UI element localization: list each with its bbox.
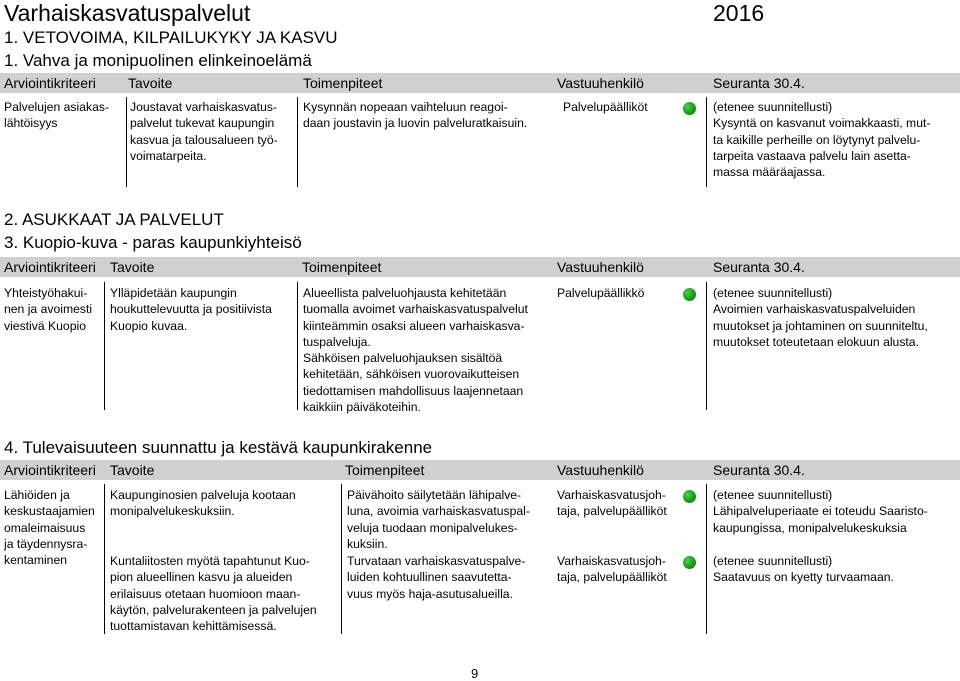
page-number: 9 [471,666,479,681]
status-light-green-icon [683,490,696,503]
column-divider [706,282,707,410]
table2-criterion: Yhteistyöhakui- nen ja avoimesti viestivä Kuopio [4,286,93,333]
status-light-green-icon [683,288,696,301]
col-followup: Seuranta 30.4. [713,75,805,91]
column-divider [297,282,298,410]
column-divider [706,484,707,634]
col-goal: Tavoite [110,462,155,478]
col-actions: Toimenpiteet [303,75,383,91]
table1-followup: (etenee suunnitellusti) Kysyntä on kasvanut voimakkaasti, mut- ta kaikille perheille on löytynyt palvelu- tarpeita vastaava palvelu lain asetta- massa määräajassa. [713,100,931,180]
table-header-3 [0,460,960,480]
col-criterion: Arviointikriteeri [4,462,96,478]
section-subheading-1: 1. Vahva ja monipuolinen elinkeinoelämä [4,51,312,70]
column-divider [341,484,342,634]
table3-row1-actions: Päivähoito säilytetään lähipalve- luna, avoimia varhaiskasvatuspal- veluja tuodaan monipalvelukes- kuksiin. [347,488,530,551]
table3-row2-actions: Turvataan varhaiskasvatuspalve- luiden kohtuullinen saavutetta- vuus myös haja-asutusalueilla. [347,554,526,601]
col-responsible: Vastuuhenkilö [557,75,644,91]
table2-followup: (etenee suunnitellusti) Avoimien varhaiskasvatuspalveluiden muutokset ja johtaminen on suunniteltu, muutokset toteutetaan elokuun alusta. [713,286,928,349]
table1-actions: Kysynnän nopeaan vaihteluun reagoi- daan joustavin ja luovin palveluratkaisuin. [303,100,528,131]
page-title: Varhaiskasvatuspalvelut [4,0,251,26]
col-actions: Toimenpiteet [302,259,382,275]
table1-responsible: Palvelupäälliköt [563,100,648,114]
col-followup: Seuranta 30.4. [713,462,805,478]
table2-responsible: Palvelupäällikkö [557,286,645,300]
table3-row2-followup: (etenee suunnitellusti) Saatavuus on kyetty turvaamaan. [713,554,894,585]
status-light-green-icon [683,556,696,569]
col-criterion: Arviointikriteeri [4,75,96,91]
col-followup: Seuranta 30.4. [713,259,805,275]
column-divider [104,282,105,410]
table3-row1-followup: (etenee suunnitellusti) Lähipalveluperiaate ei toteudu Saaristo- kaupungissa, monipalvelukeskuksia [713,488,928,535]
section-heading-4: 4. Tulevaisuuteen suunnattu ja kestävä kaupunkirakenne [4,438,433,457]
col-goal: Tavoite [128,75,173,91]
section-subheading-2: 3. Kuopio-kuva - paras kaupunkiyhteisö [4,233,302,252]
section-heading-1: 1. VETOVOIMA, KILPAILUKYKY JA KASVU [4,28,338,47]
column-divider [706,97,707,187]
status-light-green-icon [683,102,696,115]
table1-goal: Joustavat varhaiskasvatus- palvelut tukevat kaupungin kasvua ja talousalueen työ- voimatarpeita. [130,100,278,163]
col-criterion: Arviointikriteeri [4,259,96,275]
col-responsible: Vastuuhenkilö [557,462,644,478]
table1-criterion: Palvelujen asiakas- lähtöisyys [4,100,110,131]
column-divider [297,97,298,187]
table3-row1-goal: Kaupunginosien palveluja kootaan monipalvelukeskuksiin. [110,488,296,519]
col-goal: Tavoite [110,259,155,275]
table3-criterion: Lähiöiden ja keskustaajamien omaleimaisuus ja täydennysra- kentaminen [4,488,95,568]
column-divider [126,97,127,187]
table3-row1-responsible: Varhaiskasvatusjoh- taja, palvelupäälliköt [557,488,667,519]
section-heading-2: 2. ASUKKAAT JA PALVELUT [4,210,224,229]
table3-row2-responsible: Varhaiskasvatusjoh- taja, palvelupäälliköt [557,554,667,585]
table-header-2 [0,257,960,277]
table2-goal: Ylläpidetään kaupungin houkuttelevuutta ja positiivista Kuopio kuvaa. [110,286,272,333]
table-header-1 [0,73,960,93]
col-actions: Toimenpiteet [345,462,425,478]
page-year: 2016 [713,0,765,26]
table3-row2-goal: Kuntaliitosten myötä tapahtunut Kuo- pion alueellinen kasvu ja alueiden erilaisuus otetaan huomioon maan- käytön, palvelurakenteen ja palvelujen tuottamistavan kehittämisessä. [110,554,317,634]
col-responsible: Vastuuhenkilö [557,259,644,275]
column-divider [104,484,105,634]
table2-actions: Alueellista palveluohjausta kehitetään tuomalla avoimet varhaiskasvatuspalvelut kiinteämmin osaksi alueen varhaiskasva- tuspalveluja. Sähköisen palveluohjauksen sisältöä kehitetään, sähköisen vuorovaikutteisen tiedottamisen mahdollisuus laajennetaan kaikkiin päiväkoteihin. [303,286,528,415]
